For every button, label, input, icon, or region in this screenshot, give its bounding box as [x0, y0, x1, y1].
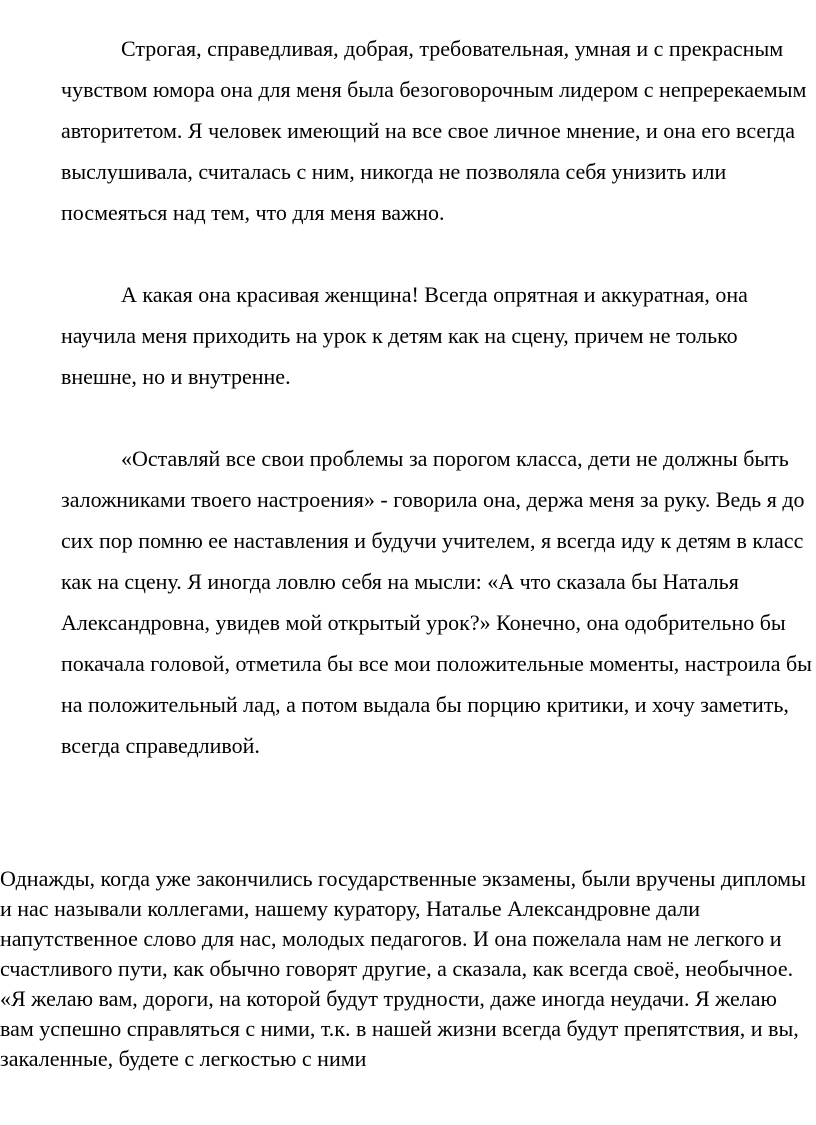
paragraph-mentor-appearance: А какая она красивая женщина! Всегда опрятная и аккуратная, она научила меня приходить на урок к детям как на сцену, причем не только внешне, но и внутренне. [61, 282, 748, 389]
indented-section [61, 28, 816, 766]
paragraph-mentor-advice: «Оставляй все свои проблемы за порогом класса, дети не должны быть заложниками твоего настроения» - говорила она, держа меня за руку. Ведь я до сих пор помню ее наставления и будучи учителем, я всегда иду к детям в класс как на сцену. Я иногда ловлю себя на мысли: «А что сказала бы Наталья Александровна, увидев мой открытый урок?» Конечно, она одобрительно бы покачала головой, отметила бы все мои положительные моменты, настроила бы на положительный лад, а потом выдала бы порцию критики, и хочу заметить, всегда справедливой. [61, 446, 812, 758]
plain-section [0, 864, 816, 1074]
paragraph-graduation: Однажды, когда уже закончились государственные экзамены, были вручены дипломы и нас называли коллегами, нашему куратору, Наталье Александровне дали напутственное слово для нас, молодых педагогов. И она пожелала нам не легкого и счастливого пути, как обычно говорят другие, а сказала, как всегда своё, необычное. «Я желаю вам, дороги, на которой будут трудности, даже иногда неудачи. Я желаю вам успешно справляться с ними, т.к. в нашей жизни всегда будут препятствия, и вы, закаленные, будете с легкостью с ними [0, 866, 806, 1071]
paragraph-mentor-character: Строгая, справедливая, добрая, требовательная, умная и с прекрасным чувством юмора она для меня была безоговорочным лидером с непререкаемым авторитетом. Я человек имеющий на все свое личное мнение, и она его всегда выслушивала, считалась с ним, никогда не позволяла себя унизить или посмеяться над тем, что для меня важно. [61, 36, 807, 225]
